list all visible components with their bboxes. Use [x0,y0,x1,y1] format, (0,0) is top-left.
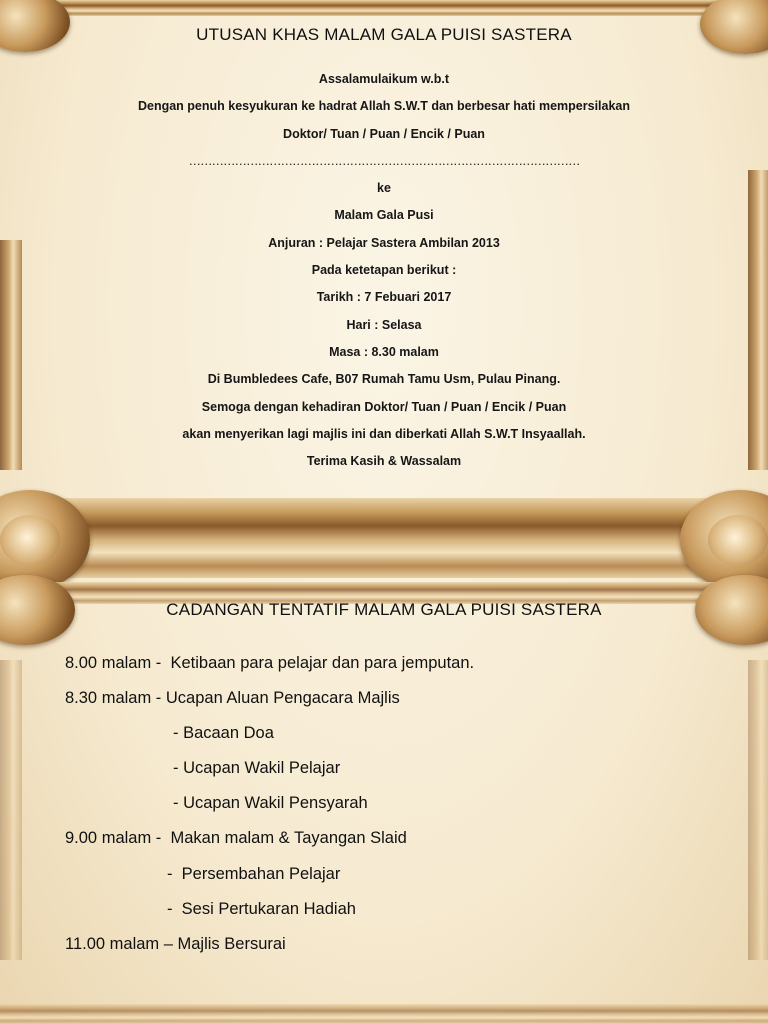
tentative-schedule [65,646,474,962]
schedule-activity: Ketibaan para pelajar dan para jemputan. [170,654,475,672]
schedule-activity: - Bacaan Doa [173,724,274,743]
invitation-line: Dengan penuh kesyukuran ke hadrat Allah S.W.T dan berbesar hati mempersilakan [137,99,631,114]
schedule-item [65,751,474,786]
scroll-roll-mid-right-inner [708,515,768,565]
schedule-item [65,857,474,892]
invitation-line: Pada ketetapan berikut : [311,263,457,278]
schedule-activity: Majlis Bersurai [177,934,286,953]
invitation-line: Malam Gala Pusi [334,208,434,223]
schedule-time: 8.30 malam - [65,689,166,708]
scroll-roll-mid-left-inner [0,515,60,565]
schedule-time: 11.00 malam – [65,934,178,953]
invitation-line: Semoga dengan kehadiran Doktor/ Tuan / Puan / Encik / Puan [201,399,567,414]
schedule-activity: - Ucapan Wakil Pensyarah [173,794,368,813]
invitation-title: UTUSAN KHAS MALAM GALA PUISI SASTERA [196,25,572,44]
schedule-activity: - Sesi Pertukaran Hadiah [167,899,356,918]
schedule-activity: - Ucapan Wakil Pelajar [173,759,341,778]
schedule-item [65,646,474,681]
invitation-line: ke [377,181,391,196]
invitation-line: Di Bumbledees Cafe, B07 Rumah Tamu Usm, Pulau Pinang. [207,372,561,387]
schedule-item [65,821,474,856]
schedule-item [65,892,474,927]
schedule-item [65,927,474,962]
invitation-line: Terima Kasih & Wassalam [306,454,462,469]
schedule-time: 8.00 malam - [65,654,171,672]
tentative-title: CADANGAN TENTATIF MALAM GALA PUISI SASTERA [166,600,602,619]
schedule-item [65,786,474,821]
schedule-activity: Makan malam & Tayangan Slaid [170,829,407,848]
schedule-activity: Ucapan Aluan Pengacara Majlis [165,689,400,708]
scroll-bottom-edge [0,1004,768,1024]
invitation-line: akan menyerikan lagi majlis ini dan diberkati Allah S.W.T Insyaallah. [182,426,586,441]
invitation-line: Doktor/ Tuan / Puan / Encik / Puan [283,126,485,141]
invitation-line: ………………………………………………………………………………………… [188,153,580,168]
invitation-line: Hari : Selasa [346,317,422,332]
invitation-line: Masa : 8.30 malam [329,344,439,359]
invitation-line: Tarikh : 7 Febuari 2017 [316,290,452,305]
invitation-body [0,66,768,475]
scroll-right-rod-lower [748,660,768,960]
schedule-item [65,716,474,751]
scroll-top-edge [0,0,768,16]
schedule-activity: - Persembahan Pelajar [167,864,341,883]
invitation-line: Assalamulaikum w.b.t [318,72,450,86]
scroll-middle-divider [0,498,768,578]
scroll-left-rod-lower [0,660,22,960]
schedule-item [65,681,474,716]
schedule-time: 9.00 malam - [65,829,171,848]
invitation-line: Anjuran : Pelajar Sastera Ambilan 2013 [268,235,500,250]
